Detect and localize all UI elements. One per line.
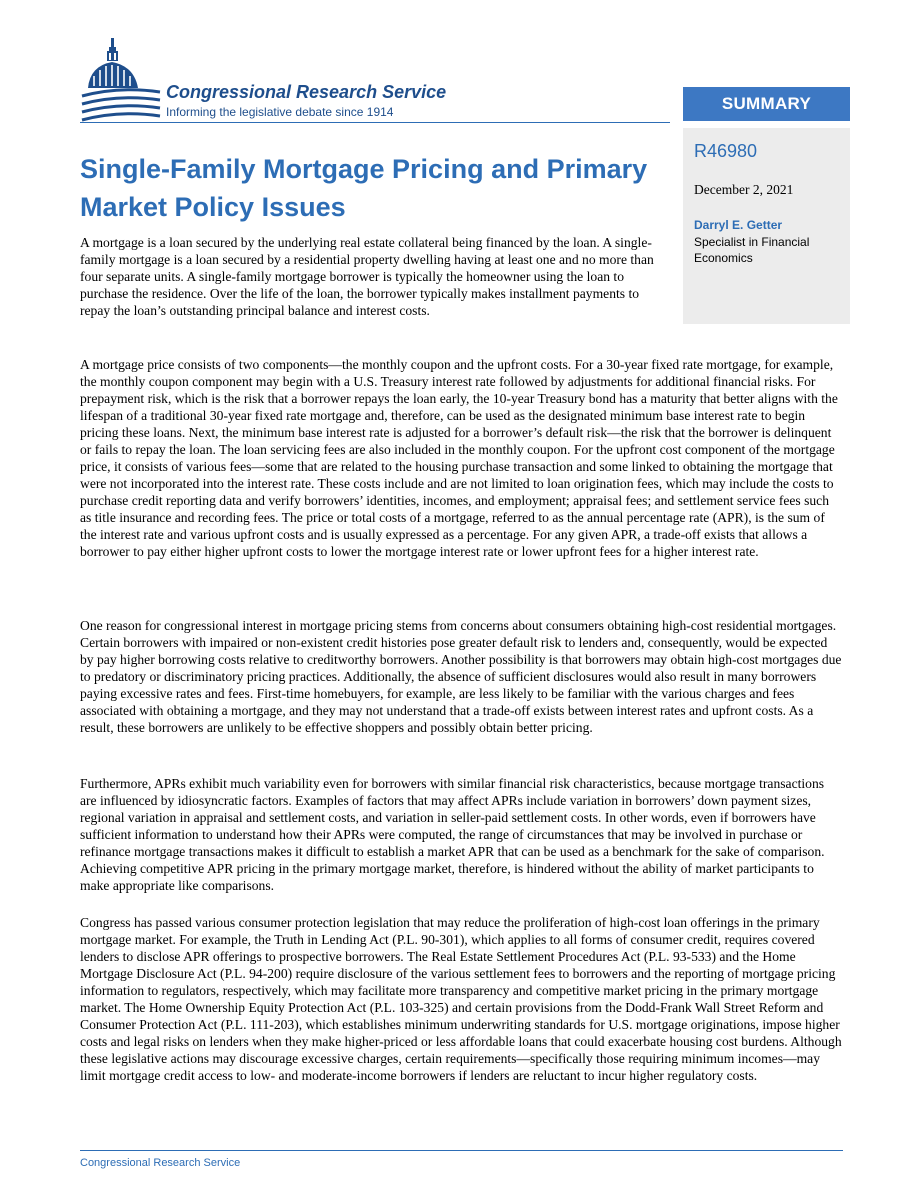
summary-paragraph: One reason for congressional interest in mortgage pricing stems from concerns about consumers obtaining high-cost residential mortgages. Certain borrowers with impaired or non-existent credit histories pose greater default risk to lenders and, consequently, would be expected by pay higher borrowing costs relative to creditworthy borrowers. Another possibility is that borrowers may obtain high-cost mortgages due to predatory or discriminatory pricing practices. Additionally, the absence of sufficient disclosures would also result in many borrowers paying excessive rates and fees. First-time homebuyers, for example, are less likely to be familiar with the various charges and fees associated with obtaining a mortgage, and they may not understand that a trade-off exists between interest rates and upfront costs. As a result, these borrowers are unlikely to be effective shoppers and possibly obtain better pricing. [80, 618, 842, 735]
crs-logo [80, 30, 480, 125]
summary-paragraph: A mortgage price consists of two components—the monthly coupon and the upfront costs. For a 30-year fixed rate mortgage, for example, the monthly coupon component may begin with a U.S. Treasury interest rate followed by adjustments for additional financial risks. For prepayment risk, which is the risk that a borrower repays the loan early, the 10-year Treasury bond has a maturity that better aligns with the lifespan of a traditional 30-year fixed rate mortgage and, therefore, can be used as the designated minimum base interest rate to begin pricing these loans. Next, the minimum base interest rate is adjusted for a borrower’s default risk—the risk that the borrower is delinquent or fails to repay the loan. The loan servicing fees are also included in the monthly coupon. For the upfront cost component of the mortgage price, it consists of various fees—some that are related to the housing purchase transaction and some linked to obtaining the mortgage that were not incorporated into the interest rate. These costs include and are not limited to loan origination fees, which may include the costs to purchase credit reporting data and verify borrowers’ identities, incomes, and employment; appraisal fees; and settlement service fees such as title insurance and recording fees. The price or total costs of a mortgage, referred to as the annual percentage rate (APR), is the sum of the interest rate and various upfront costs and is usually expressed as a percentage. For any given APR, a trade-off exists that allows a borrower to pay either higher upfront costs to lower the mortgage interest rate or lower upfront fees for a higher interest rate. [80, 357, 838, 559]
author-name: Darryl E. Getter [694, 218, 783, 232]
summary-banner [683, 87, 850, 121]
summary-paragraph: Congress has passed various consumer protection legislation that may reduce the proliferation of high-cost loan offerings in the primary mortgage market. For example, the Truth in Lending Act (P.L. 90-301), which applies to all forms of consumer credit, requires covered lenders to disclose APR offerings to prospective borrowers. The Real Estate Settlement Procedures Act (P.L. 93-533) and the Home Mortgage Disclosure Act (P.L. 94-200) require disclosure of the various settlement fees to borrowers and the reporting of mortgage pricing information to regulators, respectively, which may facilitate more transparency and competitive market pricing in the primary mortgage market. The Home Ownership Equity Protection Act (P.L. 103-325) and certain provisions from the Dodd-Frank Wall Street Reform and Consumer Protection Act (P.L. 111-203), which establishes minimum underwriting standards for U.S. mortgage originations, impose higher costs and legal risks on lenders when they make higher-priced or less affordable loans that could exacerbate housing cost burdens. Although these legislative actions may discourage excessive charges, certain requirements—specifically those requiring minimum incomes—may limit mortgage credit access to low- and moderate-income borrowers if lenders are reluctant to incur higher regulatory costs. [80, 915, 842, 1083]
org-name: Congressional Research Service [166, 82, 447, 102]
report-date: December 2, 2021 [694, 182, 794, 197]
summary-paragraph: Furthermore, APRs exhibit much variability even for borrowers with similar financial risk characteristics, because mortgage transactions are influenced by idiosyncratic factors. Examples of factors that may affect APRs include variation in borrowers’ down payment sizes, regional variation in appraisal and settlement costs, and variation in seller-paid settlement costs. In other words, even if borrowers have sufficient information to understand how their APRs were computed, the range of circumstances that may be involved in purchase or refinance mortgage transactions makes it difficult to establish a market APR that can be used as a benchmark for the sake of comparison. Achieving competitive APR pricing in the primary mortgage market, therefore, is hindered without the ability of market participants to make appropriate like comparisons. [80, 776, 825, 893]
capitol-dome-icon [80, 36, 162, 126]
summary-paragraph: A mortgage is a loan secured by the underlying real estate collateral being financed by the loan. A single-family mortgage is a loan secured by a residential property dwelling having at least one and no more than four separate units. A single-family mortgage borrower is typically the homeowner using the loan to purchase the residence. Over the life of the loan, the borrower typically makes installment payments to repay the loan’s outstanding principal balance and interest costs. [80, 235, 654, 318]
author-title: Specialist in Financial Economics [694, 235, 810, 265]
report-title: Single-Family Mortgage Pricing and Primary Market Policy Issues [80, 154, 648, 222]
footer-divider [80, 1150, 843, 1151]
footer-org-name: Congressional Research Service [80, 1157, 241, 1169]
summary-label: SUMMARY [721, 94, 812, 113]
header-divider [80, 122, 670, 123]
org-tagline: Informing the legislative debate since 1914 [166, 105, 394, 119]
report-number: R46980 [694, 141, 758, 161]
report-info-panel [683, 128, 850, 324]
